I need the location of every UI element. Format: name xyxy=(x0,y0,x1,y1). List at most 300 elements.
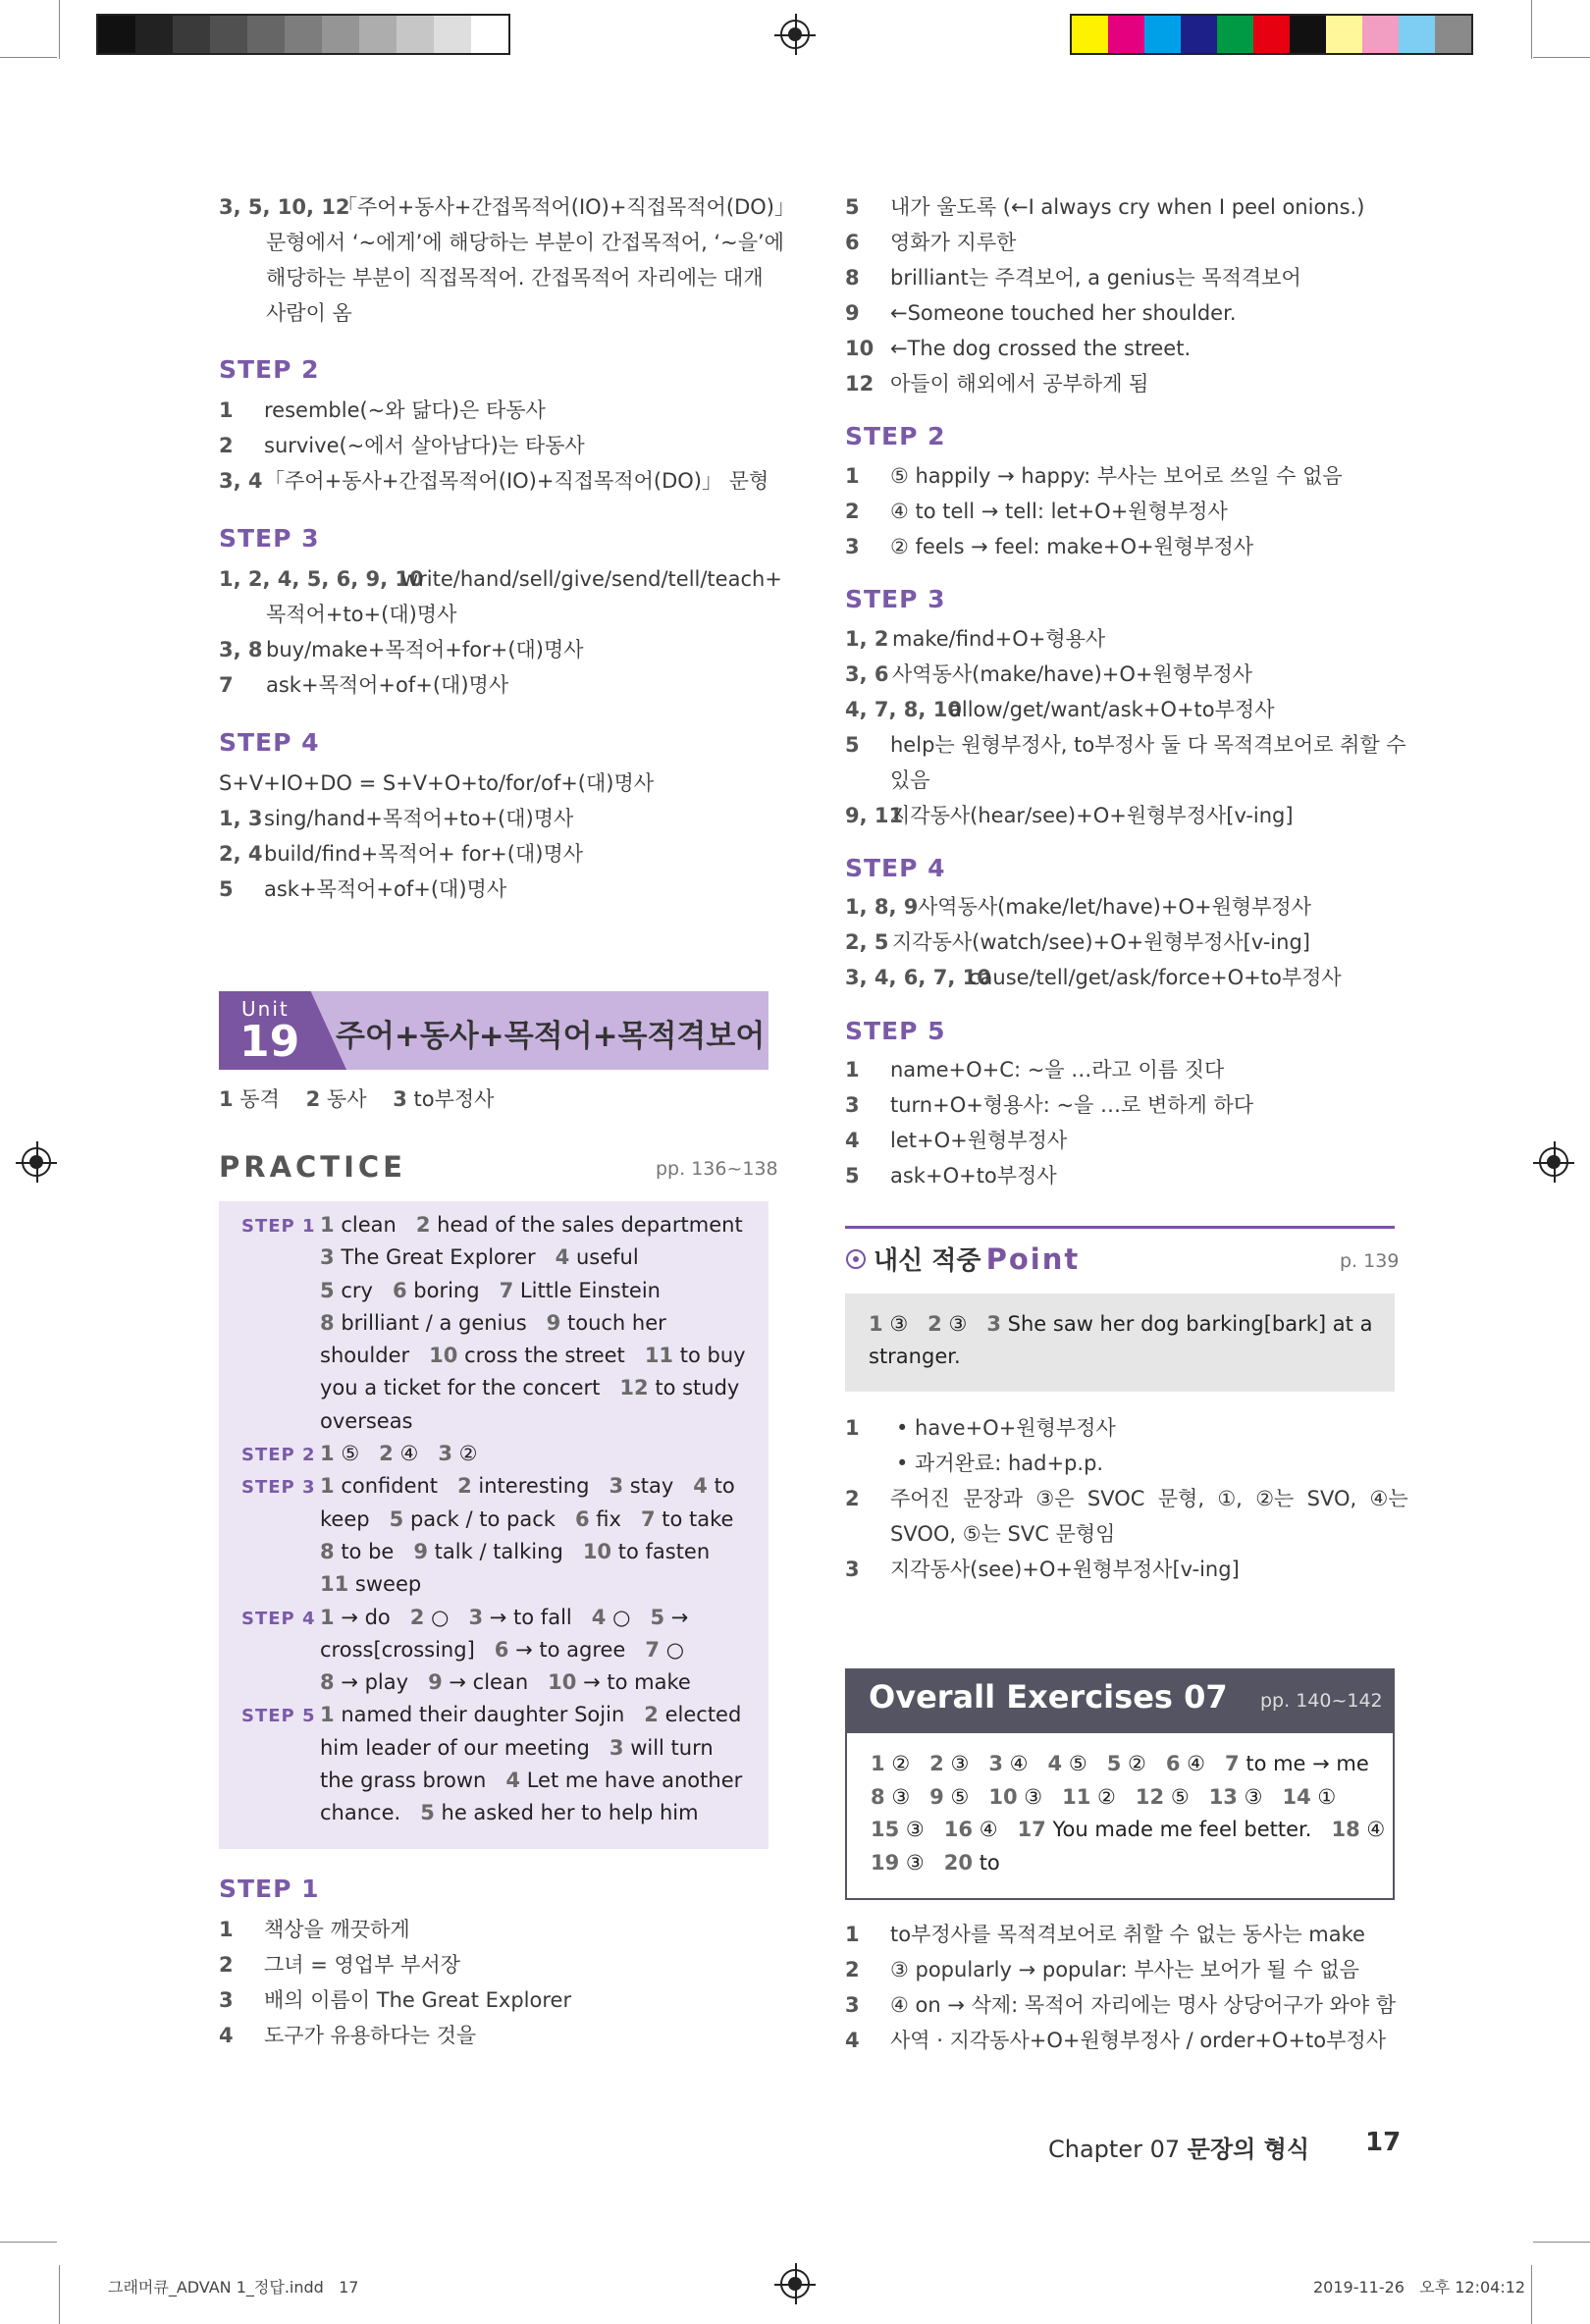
step-heading: STEP 3 xyxy=(219,524,320,553)
item-number: 5 xyxy=(845,195,860,219)
practice-row xyxy=(320,1275,661,1307)
intro-line: 사람이 옴 xyxy=(266,301,352,325)
item-text: ② xyxy=(1097,1784,1116,1809)
practice-row xyxy=(320,1209,743,1241)
swatch xyxy=(1253,16,1290,53)
item-number: 3 xyxy=(609,1735,624,1760)
item-text: name+O+C: ~을 …라고 이름 짓다 xyxy=(890,1058,1225,1082)
item-text: brilliant / a genius xyxy=(341,1310,527,1335)
footer-chapter xyxy=(1048,2130,1309,2164)
item-text: to fasten xyxy=(617,1539,711,1563)
swatch xyxy=(135,16,173,53)
step-list xyxy=(845,889,1342,995)
item-text: touch her xyxy=(566,1310,666,1335)
item-text: cause/tell/get/ask/force+O+to부정사 xyxy=(969,966,1342,989)
practice-row xyxy=(320,1765,742,1797)
page-number: 17 xyxy=(1365,2128,1402,2157)
item-number: 8 xyxy=(871,1784,885,1809)
practice-row xyxy=(320,1307,666,1340)
step-heading: STEP 5 xyxy=(845,1017,946,1045)
answer-numbers: 3, 5, 10, 12 xyxy=(219,195,350,219)
item-number: 2 xyxy=(457,1474,472,1499)
practice-pages: pp. 136~138 xyxy=(656,1158,778,1180)
item-number: 1 xyxy=(219,1918,234,1941)
item-number: 6 xyxy=(392,1278,407,1302)
swatch xyxy=(1144,16,1181,53)
step-heading: STEP 4 xyxy=(845,854,946,882)
item-number: 10 xyxy=(548,1670,577,1695)
practice-row xyxy=(320,1634,684,1666)
item-number: 6 xyxy=(1165,1752,1181,1775)
swatch xyxy=(173,16,210,53)
item-number: 9, 11 xyxy=(845,804,904,827)
item-number: 1 xyxy=(845,1923,860,1946)
item-number: 1, 2 xyxy=(845,627,889,651)
unit-answers xyxy=(219,1082,494,1117)
item-text: ③ xyxy=(905,1818,925,1841)
registration-mark-icon xyxy=(1539,1147,1568,1177)
step-list xyxy=(845,189,1364,401)
step-list xyxy=(845,1917,1396,2058)
chapter-title: 문장의 형식 xyxy=(1187,2136,1310,2163)
item-text: ③ xyxy=(889,1312,909,1336)
crop-mark xyxy=(0,57,57,58)
item-number: 3 xyxy=(845,1993,860,2017)
swatch xyxy=(1362,16,1399,53)
item-text: → to agree xyxy=(515,1637,626,1662)
item-text: → to fall xyxy=(489,1605,572,1629)
item-text: ③ xyxy=(1024,1784,1043,1809)
item-text: overseas xyxy=(320,1408,413,1433)
practice-row xyxy=(320,1340,746,1372)
item-number: 15 xyxy=(871,1818,900,1841)
item-text: allow/get/want/ask+O+to부정사 xyxy=(949,698,1275,721)
item-text: keep xyxy=(320,1506,370,1531)
formula: S+V+IO+DO = S+V+O+to/for/of+(대)명사 xyxy=(219,771,655,795)
item-text: let+O+원형부정사 xyxy=(890,1129,1068,1152)
item-number: 16 xyxy=(943,1818,974,1841)
swatch xyxy=(1072,16,1108,53)
practice-row xyxy=(320,1241,639,1274)
item-number: 5 xyxy=(650,1605,665,1629)
item-text: him leader of our meeting xyxy=(320,1735,590,1760)
crop-mark xyxy=(59,0,60,59)
step-list xyxy=(845,621,1406,833)
item-text: 지각동사(see)+O+원형부정사[v-ing] xyxy=(890,1558,1240,1581)
item-text: ② xyxy=(458,1442,478,1466)
item-text: to buy xyxy=(679,1344,746,1368)
item-number: 3 xyxy=(845,535,860,558)
item-text: 있음 xyxy=(890,768,930,792)
item-text: ⑤ xyxy=(341,1442,360,1466)
item-text: ③ xyxy=(891,1784,911,1809)
intro-line: 해당하는 부분이 직접목적어. 간접목적어 자리에는 대개 xyxy=(266,266,764,290)
item-text: interesting xyxy=(478,1474,590,1499)
item-text: ⑤ xyxy=(1170,1784,1190,1809)
item-number: 2, 5 xyxy=(845,930,889,954)
item-number: 1 xyxy=(845,1058,860,1082)
item-number: 3 xyxy=(986,1312,1001,1336)
point-title-ko: 내신 적중 xyxy=(874,1246,981,1276)
point-title-en: Point xyxy=(985,1242,1081,1276)
item-number: 6 xyxy=(494,1637,509,1662)
item-number: 9 xyxy=(428,1670,443,1695)
item-text: ③ xyxy=(948,1312,968,1336)
item-text: ask+목적어+of+(대)명사 xyxy=(266,673,509,697)
intro-line: 「주어+동사+간접목적어(IO)+직접목적어(DO)」 xyxy=(337,195,795,219)
item-text: you a ticket for the concert xyxy=(320,1376,601,1400)
item-number: 3, 6 xyxy=(845,662,889,686)
item-number: 4 xyxy=(1047,1752,1063,1775)
item-number: 1, 3 xyxy=(219,807,263,830)
step-heading: STEP 1 xyxy=(219,1875,320,1903)
item-text: chance. xyxy=(320,1801,401,1825)
overall-answers xyxy=(871,1748,1385,1879)
item-number: 10 xyxy=(845,337,874,360)
item-number: 1 xyxy=(320,1442,335,1466)
swatch xyxy=(471,16,508,53)
item-text: You made me feel better. xyxy=(1052,1818,1312,1841)
item-number: 2 xyxy=(845,500,860,523)
practice-row xyxy=(320,1405,413,1438)
item-text: pack / to pack xyxy=(409,1506,556,1531)
item-number: 3 xyxy=(845,1558,860,1581)
step-heading: STEP 2 xyxy=(845,422,946,450)
item-text: 사역동사(make/let/have)+O+원형부정사 xyxy=(918,895,1312,919)
unit-number: 19 xyxy=(239,1017,300,1067)
swatch xyxy=(1181,16,1217,53)
item-text: turn+O+형용사: ~을 …로 변하게 하다 xyxy=(890,1093,1254,1117)
swatch xyxy=(359,16,397,53)
item-number: 14 xyxy=(1282,1784,1311,1809)
practice-row xyxy=(320,1504,733,1536)
item-text: ② feels → feel: make+O+원형부정사 xyxy=(890,535,1254,558)
item-text: ② xyxy=(1128,1752,1146,1775)
item-number: 1 xyxy=(219,1087,234,1111)
item-text: ⑤ xyxy=(1068,1752,1087,1775)
item-text: ④ xyxy=(399,1442,419,1466)
item-text: 주어진 문장과 ③은 SVOC 문형, ①, ②는 SVO, ④는 xyxy=(890,1487,1408,1510)
item-number: 2, 4 xyxy=(219,842,263,866)
item-text: the grass brown xyxy=(320,1769,487,1793)
item-text: to take xyxy=(662,1506,734,1531)
item-text: 그녀 = 영업부 부서장 xyxy=(264,1953,460,1977)
item-text: She saw her dog barking[bark] at a xyxy=(1007,1312,1373,1336)
item-text: to xyxy=(714,1474,735,1499)
unit-label: Unit xyxy=(241,997,290,1021)
item-text: Let me have another xyxy=(526,1769,743,1793)
step-list xyxy=(219,1912,571,2053)
item-text: → clean xyxy=(449,1670,529,1695)
overall-pages: pp. 140~142 xyxy=(1260,1690,1383,1712)
step-list xyxy=(845,458,1343,564)
item-text: sweep xyxy=(354,1572,422,1597)
item-number: 7 xyxy=(640,1506,656,1531)
swatch xyxy=(1290,16,1326,53)
item-number: 2 xyxy=(928,1312,942,1336)
swatch xyxy=(1399,16,1435,53)
practice-row xyxy=(320,1568,421,1601)
item-text: • have+O+원형부정사 xyxy=(896,1416,1116,1440)
item-number: 3 xyxy=(438,1442,452,1466)
item-text: confident xyxy=(341,1474,439,1499)
item-text: write/hand/sell/give/send/tell/teach+ xyxy=(401,567,782,591)
item-text: elected xyxy=(664,1703,742,1727)
intro-line: 문형에서 ‘~에게’에 해당하는 부분이 간접목적어, ‘~을’에 xyxy=(266,231,784,254)
item-number: 7 xyxy=(1225,1752,1240,1775)
item-text: to xyxy=(979,1850,1000,1875)
item-number: 3 xyxy=(845,1093,860,1117)
item-text: → play xyxy=(341,1670,409,1695)
item-number: 12 xyxy=(619,1376,649,1400)
item-text: 사역동사(make/have)+O+원형부정사 xyxy=(892,662,1252,686)
crop-mark xyxy=(1531,2265,1532,2324)
item-text: shoulder xyxy=(320,1344,410,1368)
practice-row xyxy=(320,1699,741,1731)
step-list xyxy=(219,561,782,703)
item-text: ③ popularly → popular: 부사는 보어가 될 수 없음 xyxy=(890,1958,1359,1981)
item-text: survive(~에서 살아남다)는 타동사 xyxy=(264,434,585,457)
item-number: 4 xyxy=(693,1474,708,1499)
item-text: cross the street xyxy=(464,1344,625,1368)
item-number: 5 xyxy=(845,733,860,757)
item-text: SVOO, ⑤는 SVC 문형임 xyxy=(890,1522,1116,1546)
registration-mark-icon xyxy=(780,20,810,49)
item-number: 12 xyxy=(1135,1784,1165,1809)
item-number: 1, 2, 4, 5, 6, 9, 10 xyxy=(219,567,424,591)
item-text: to me → me xyxy=(1246,1752,1369,1775)
step-label: STEP 3 xyxy=(241,1477,316,1499)
item-number: 11 xyxy=(644,1344,674,1368)
chapter-label: Chapter 07 xyxy=(1048,2136,1181,2163)
item-text: brilliant는 주격보어, a genius는 목적격보어 xyxy=(890,266,1301,290)
item-number: 9 xyxy=(413,1539,428,1563)
item-number: 10 xyxy=(429,1344,458,1368)
item-text: ⑤ happily → happy: 부사는 보어로 쓰일 수 없음 xyxy=(890,464,1343,488)
item-text: clean xyxy=(341,1213,397,1237)
item-text: ○ xyxy=(431,1605,450,1629)
point-divider xyxy=(845,1226,1395,1229)
item-number: 5 xyxy=(845,1164,860,1188)
item-number: 3 xyxy=(219,1988,234,2012)
item-text: to be xyxy=(341,1539,395,1563)
item-number: 6 xyxy=(845,231,860,254)
item-number: 1 xyxy=(320,1605,335,1629)
item-text: cry xyxy=(341,1278,373,1302)
item-number: 11 xyxy=(1062,1784,1091,1809)
item-text: ④ xyxy=(1009,1752,1029,1775)
crop-mark xyxy=(0,2242,57,2243)
item-number: 4 xyxy=(219,2024,234,2047)
item-number: 2 xyxy=(379,1442,394,1466)
step-list xyxy=(219,393,768,499)
item-number: 9 xyxy=(546,1310,561,1335)
swatch xyxy=(1217,16,1253,53)
item-number: 8 xyxy=(845,266,860,290)
slug-right: 2019-11-26 오후 12:04:12 xyxy=(1313,2278,1526,2297)
item-number: 8 xyxy=(320,1670,335,1695)
point-title xyxy=(874,1241,1080,1277)
item-text: Little Einstein xyxy=(519,1278,661,1302)
item-text: ④ to tell → tell: let+O+원형부정사 xyxy=(890,500,1228,523)
item-text: ④ xyxy=(1366,1818,1386,1841)
item-number: 3 xyxy=(393,1087,407,1111)
item-number: 4 xyxy=(555,1245,570,1270)
item-number: 7 xyxy=(499,1278,514,1302)
item-number: 1 xyxy=(871,1752,885,1775)
item-number: 1 xyxy=(869,1312,883,1336)
item-number: 10 xyxy=(582,1539,612,1563)
item-number: 2 xyxy=(409,1605,425,1629)
step-heading: STEP 3 xyxy=(845,585,946,613)
practice-row xyxy=(320,1536,710,1568)
item-text: 도구가 유용하다는 것을 xyxy=(264,2024,477,2047)
item-number: 18 xyxy=(1331,1818,1360,1841)
item-number: 6 xyxy=(574,1506,590,1531)
item-text: head of the sales department xyxy=(437,1213,743,1237)
item-text: build/find+목적어+ for+(대)명사 xyxy=(264,842,584,866)
swatch xyxy=(285,16,322,53)
item-number: 1 xyxy=(845,1416,860,1440)
item-number: 4 xyxy=(845,2029,860,2052)
item-number: 5 xyxy=(219,877,234,901)
item-number: 4 xyxy=(591,1605,607,1629)
item-number: 1 xyxy=(320,1474,335,1499)
item-text: 아들이 해외에서 공부하게 됨 xyxy=(890,372,1149,396)
item-number: 3, 4, 6, 7, 10 xyxy=(845,966,991,989)
item-text: 내가 울도록 (←I always cry when I peel onions.) xyxy=(890,195,1365,219)
registration-mark-icon xyxy=(780,2269,810,2298)
item-text: → to make xyxy=(583,1670,691,1695)
swatch xyxy=(1326,16,1362,53)
item-text: 책상을 깨끗하게 xyxy=(264,1918,410,1941)
practice-row xyxy=(320,1666,691,1699)
step-heading: STEP 4 xyxy=(219,728,320,757)
point-pages: p. 139 xyxy=(1340,1250,1400,1272)
item-number: 4 xyxy=(845,1129,860,1152)
item-number: 3 xyxy=(320,1245,335,1270)
item-text: → do xyxy=(341,1605,391,1629)
item-text: he asked her to help him xyxy=(441,1801,699,1825)
item-text: useful xyxy=(575,1245,639,1270)
target-icon xyxy=(846,1249,866,1269)
item-text: cross[crossing] xyxy=(320,1637,475,1662)
practice-row xyxy=(320,1372,739,1404)
item-number: 2 xyxy=(305,1087,321,1111)
item-text: make/find+O+형용사 xyxy=(892,627,1106,651)
item-number: 3 xyxy=(988,1752,1003,1775)
item-text: fix xyxy=(596,1506,621,1531)
item-text: stranger. xyxy=(869,1345,961,1368)
item-number: 3, 4 xyxy=(219,469,263,493)
item-text: 사역 · 지각동사+O+원형부정사 / order+O+to부정사 xyxy=(890,2029,1386,2052)
item-text: 지각동사(watch/see)+O+원형부정사[v-ing] xyxy=(892,930,1310,954)
item-text: ask+목적어+of+(대)명사 xyxy=(264,877,507,901)
item-text: ○ xyxy=(612,1605,631,1629)
item-number: 2 xyxy=(845,1487,860,1510)
item-number: 8 xyxy=(320,1539,335,1563)
step-list xyxy=(845,1052,1253,1193)
item-text: ←Someone touched her shoulder. xyxy=(890,301,1237,325)
step-heading: STEP 2 xyxy=(219,355,320,384)
point-answers xyxy=(869,1308,1372,1373)
item-text: ⑤ xyxy=(950,1784,970,1809)
swatch xyxy=(98,16,135,53)
item-number: 1 xyxy=(320,1213,335,1237)
swatch xyxy=(1108,16,1144,53)
item-text: buy/make+목적어+for+(대)명사 xyxy=(266,638,584,661)
swatch xyxy=(1435,16,1471,53)
crop-mark xyxy=(59,2265,60,2324)
practice-row xyxy=(320,1470,735,1503)
item-text: 영화가 지루한 xyxy=(890,231,1017,254)
item-number: 9 xyxy=(929,1784,944,1809)
crop-mark xyxy=(1531,0,1532,59)
item-number: 5 xyxy=(1106,1752,1122,1775)
item-text: ② xyxy=(891,1752,911,1775)
item-text: help는 원형부정사, to부정사 둘 다 목적격보어로 취할 수 xyxy=(890,733,1406,757)
item-text: ④ xyxy=(1187,1752,1205,1775)
item-number: 11 xyxy=(320,1572,349,1597)
item-text: ○ xyxy=(665,1637,685,1662)
item-text: ③ xyxy=(950,1752,970,1775)
item-text: to부정사 xyxy=(413,1087,495,1111)
item-text: The Great Explorer xyxy=(341,1245,536,1270)
item-number: 2 xyxy=(929,1752,944,1775)
item-number: 20 xyxy=(943,1850,974,1875)
overall-title: Overall Exercises 07 xyxy=(869,1678,1228,1716)
item-text: ←The dog crossed the street. xyxy=(890,337,1192,360)
slug-left: 그래머큐_ADVAN 1_정답.indd 17 xyxy=(108,2278,359,2297)
item-text: resemble(~와 닮다)은 타동사 xyxy=(264,398,546,422)
item-number: 8 xyxy=(320,1310,335,1335)
item-text: ③ xyxy=(905,1850,925,1875)
item-text: boring xyxy=(413,1278,480,1302)
item-text: • 과거완료: had+p.p. xyxy=(896,1452,1104,1475)
item-number: 4 xyxy=(505,1769,521,1793)
item-text: ask+O+to부정사 xyxy=(890,1164,1057,1188)
item-text: named their daughter Sojin xyxy=(341,1703,625,1727)
step-label: STEP 1 xyxy=(241,1216,316,1237)
practice-answers xyxy=(241,1209,746,1830)
item-number: 13 xyxy=(1208,1784,1238,1809)
item-text: ③ xyxy=(1244,1784,1263,1809)
item-number: 9 xyxy=(845,301,860,325)
item-number: 3 xyxy=(609,1474,624,1499)
item-text: 배의 이름이 The Great Explorer xyxy=(264,1988,572,2012)
item-number: 5 xyxy=(320,1278,335,1302)
practice-row xyxy=(320,1602,688,1634)
item-number: 10 xyxy=(988,1784,1018,1809)
item-number: 2 xyxy=(219,1953,234,1977)
item-text: → xyxy=(670,1605,689,1629)
item-number: 1 xyxy=(320,1703,335,1727)
item-number: 2 xyxy=(219,434,234,457)
item-number: 5 xyxy=(420,1801,435,1825)
step-list xyxy=(845,1410,1408,1587)
item-number: 2 xyxy=(644,1703,659,1727)
item-text: ① xyxy=(1317,1784,1337,1809)
practice-row xyxy=(320,1732,714,1765)
item-text: 「주어+동사+간접목적어(IO)+직접목적어(DO)」 문형 xyxy=(264,469,769,493)
item-text: 목적어+to+(대)명사 xyxy=(266,603,457,626)
item-text: to study xyxy=(655,1376,740,1400)
crop-mark xyxy=(1533,2242,1590,2243)
swatch xyxy=(322,16,359,53)
item-text: 지각동사(hear/see)+O+원형부정사[v-ing] xyxy=(890,804,1294,827)
item-text: 동사 xyxy=(326,1087,367,1111)
item-number: 1 xyxy=(845,464,860,488)
